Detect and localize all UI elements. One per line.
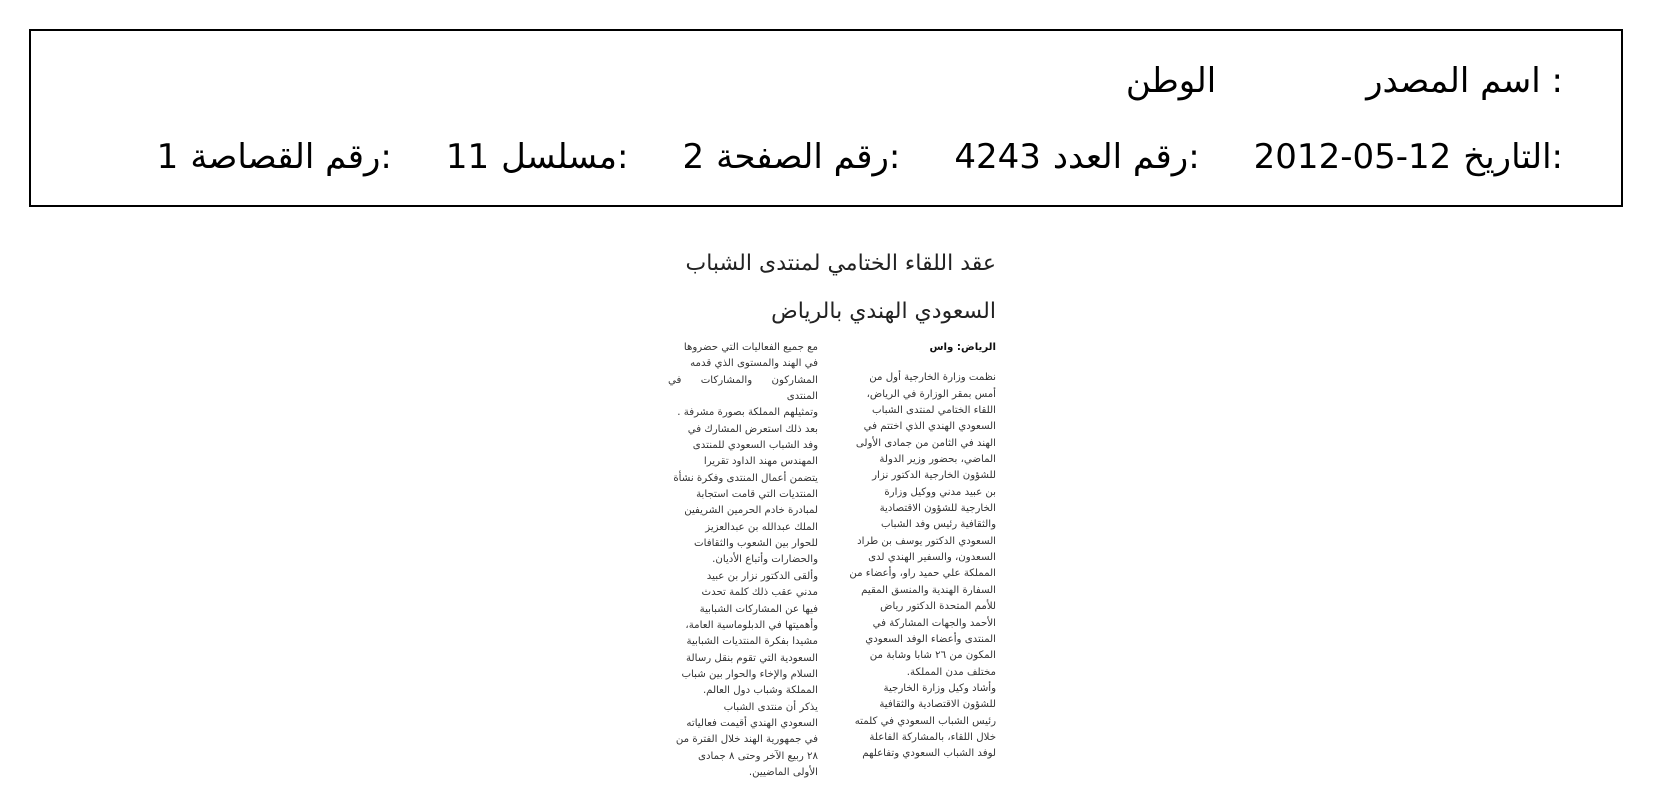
article-title <box>668 240 996 336</box>
date-label: التاريخ: <box>1463 137 1563 177</box>
issue-label: رقم العدد: <box>1052 137 1200 177</box>
source-value: الوطن <box>1125 61 1217 101</box>
page-value: 2 <box>682 137 705 177</box>
source-label: اسم المصدر : <box>1366 61 1563 101</box>
serial-label: مسلسل: <box>501 137 629 177</box>
article-title-line-2: السعودي الهندي بالرياض <box>771 299 996 324</box>
article-clipping <box>668 240 996 785</box>
article-columns <box>668 340 996 780</box>
clip-field <box>157 137 392 177</box>
article-byline: الرياض: واس <box>929 342 996 353</box>
date-field <box>1254 137 1563 177</box>
clip-value: 1 <box>156 137 179 177</box>
article-title-line-1: عقد اللقاء الختامي لمنتدى الشباب <box>685 251 996 276</box>
issue-field <box>954 137 1199 177</box>
serial-field <box>446 137 629 177</box>
article-column-1 <box>846 340 996 780</box>
source-row <box>1126 51 1563 111</box>
page-label: رقم الصفحة: <box>716 137 901 177</box>
source-info-box <box>29 29 1623 207</box>
page-field <box>682 137 900 177</box>
article-column-2: مع جميع الفعاليات التي حضروها في الهند والمستوى الذي قدمه المشاركون والمشاركات في المنتدى وتمثيلهم المملكة بصورة مشرفة . بعد ذلك استعرض المشارك في وفد الشباب السعودي للمنتدى المهندس مهند الداود تقريرا يتضمن أعمال المنتدى وفكرة نشأة المنتديات التي قامت استجابة لمبادرة خادم الحرمين الشريفين الملك عبدالله بن عبدالعزيز للحوار بين الشعوب والثقافات والحضارات وأتباع الأديان. وألقى الدكتور نزار بن عبيد مدني عقب ذلك كلمة تحدث فيها عن المشاركات الشبابية وأهميتها في الدبلوماسية العامة، مشيدا بفكرة المنتديات الشبابية السعودية التي تقوم بنقل رسالة السلام والإخاء والحوار بين شباب المملكة وشباب دول العالم. يذكر أن منتدى الشباب السعودي الهندي أقيمت فعالياته في جمهورية الهند خلال الفترة من ٢٨ ربيع الآخر وحتى ٨ جمادى الأولى الماضيين. <box>668 342 818 778</box>
date-value: 2012-05-12 <box>1253 137 1452 177</box>
serial-value: 11 <box>445 137 490 177</box>
clip-label: رقم القصاصة: <box>190 137 392 177</box>
article-column-1-text: نظمت وزارة الخارجية أول من أمس بمقر الوزارة في الرياض، اللقاء الختامي لمنتدى الشباب السعودي الهندي الذي اختتم في الهند في الثامن من جمادى الأولى الماضي، بحضور وزير الدولة للشؤون الخارجية الدكتور نزار بن عبيد مدني ووكيل وزارة الخارجية للشؤون الاقتصادية والثقافية رئيس وفد الشباب السعودي الدكتور يوسف بن طراد السعدون، والسفير الهندي لدى المملكة علي حميد راو، وأعضاء من السفارة الهندية والمنسق المقيم للأمم المتحدة الدكتور رياض الأحمد والجهات المشاركة في المنتدى وأعضاء الوفد السعودي المكون من ٢٦ شابا وشابة من مختلف مدن المملكة. وأشاد وكيل وزارة الخارجية للشؤون الاقتصادية والثقافية رئيس الشباب السعودي في كلمته خلال اللقاء، بالمشاركة الفاعلة لوفد الشباب السعودي وتفاعلهم <box>849 372 996 760</box>
metadata-row <box>157 127 1563 187</box>
issue-value: 4243 <box>954 137 1041 177</box>
